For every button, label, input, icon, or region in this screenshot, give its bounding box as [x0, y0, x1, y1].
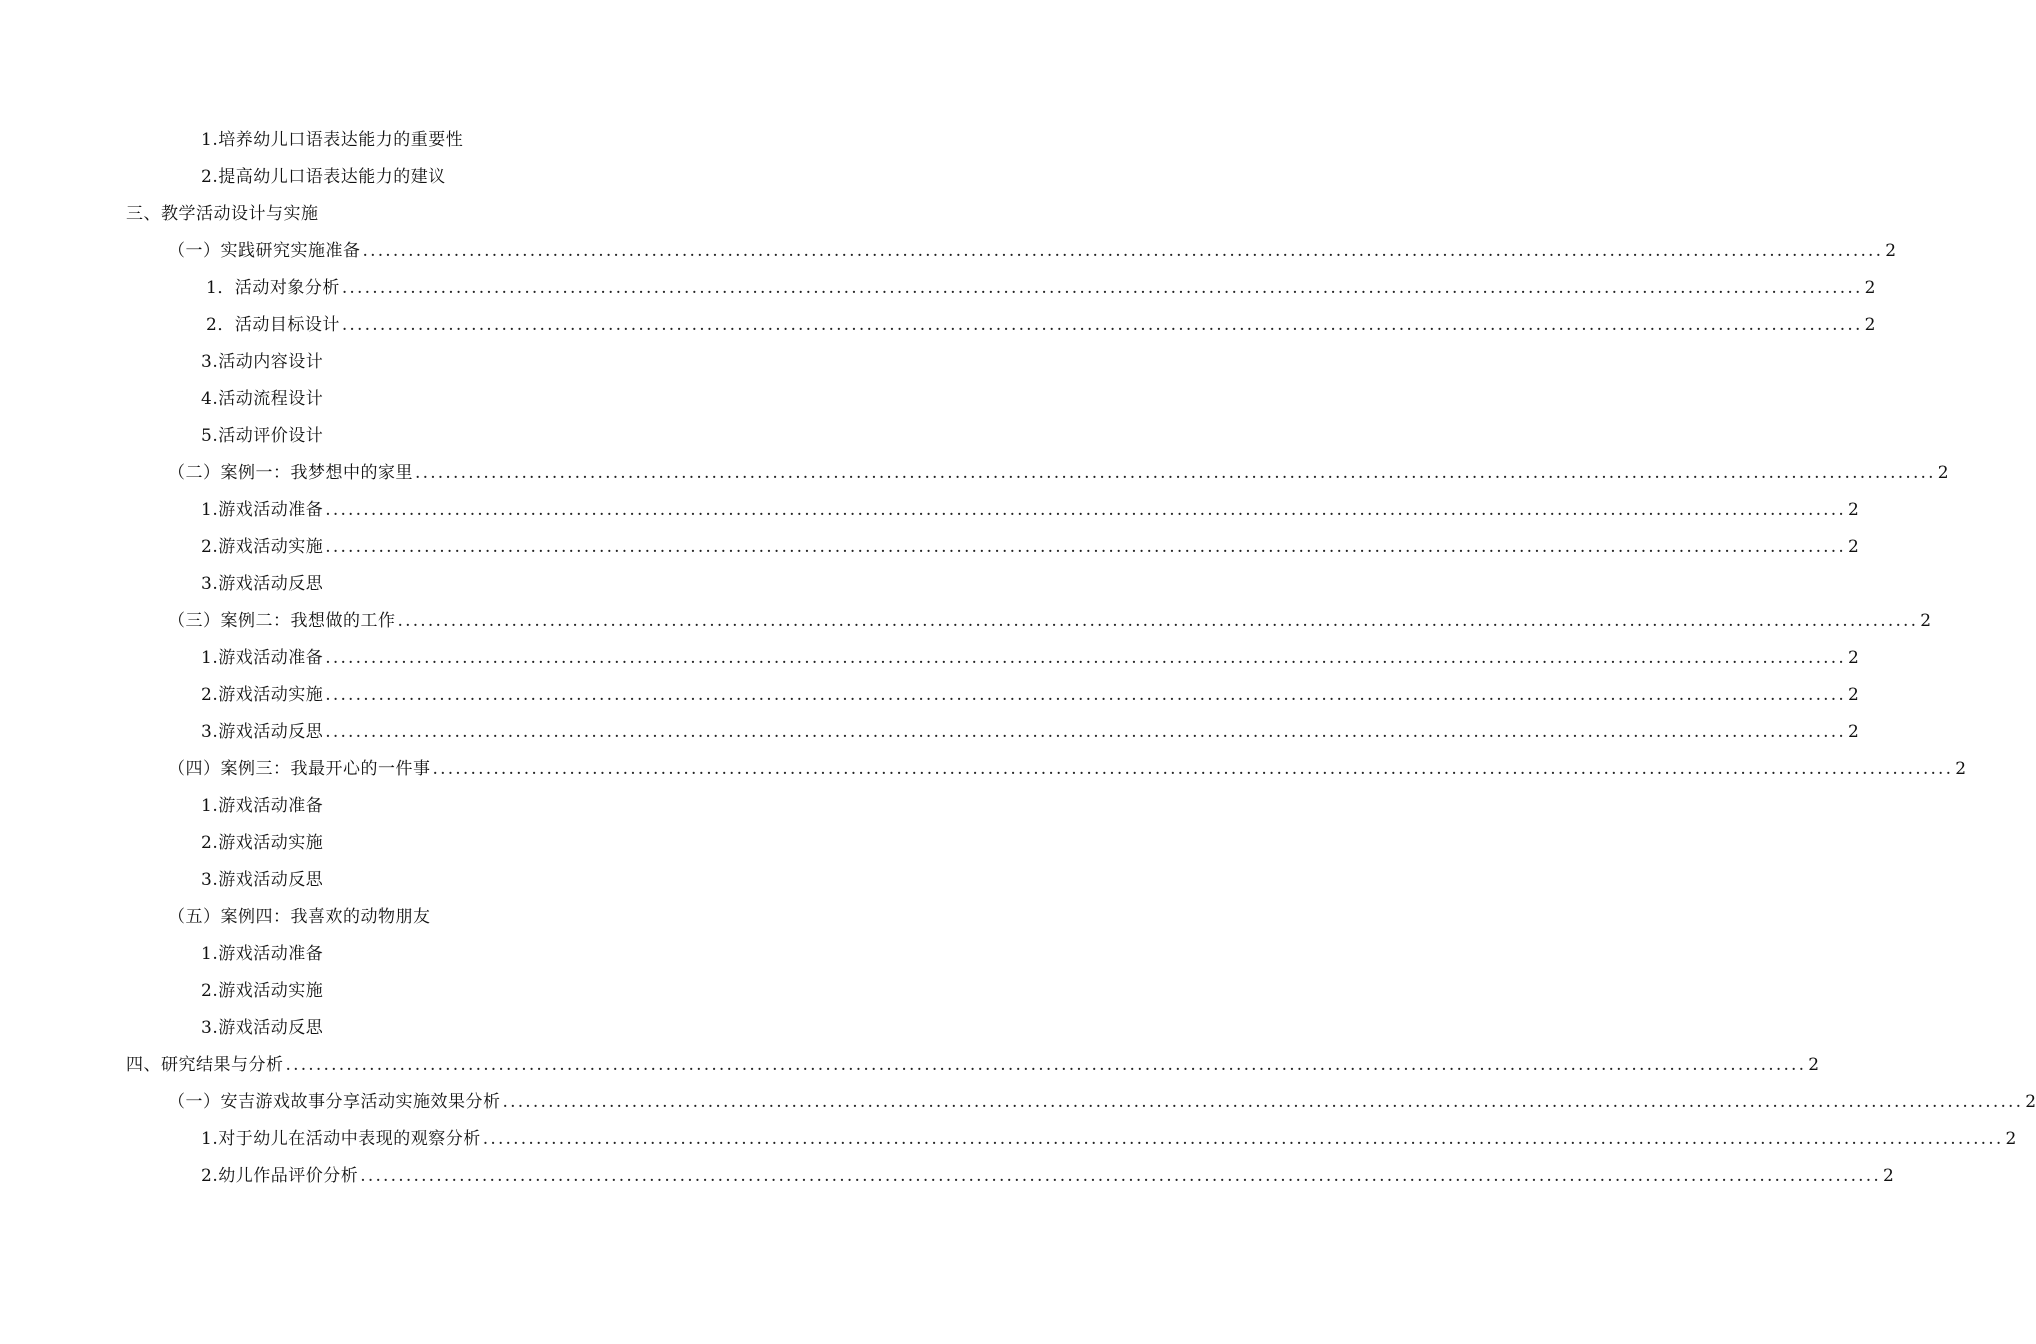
toc-entry-title: 1.对于幼儿在活动中表现的观察分析 [201, 1129, 481, 1149]
toc-leader-dots: ........................................................................................................................................................................................................ [341, 315, 1863, 335]
toc-entry-title: 2.游戏活动实施 [201, 981, 324, 1001]
toc-page-number: 2 [1848, 685, 1859, 705]
toc-leader-dots: ........................................................................................................................................................................................................ [325, 500, 1846, 520]
toc-entry[interactable] [201, 645, 1859, 671]
toc-page-number: 2 [1864, 315, 1876, 335]
toc-entry-title: （一）实践研究实施准备 [168, 241, 361, 261]
toc-entry-title: 2.游戏活动实施 [201, 537, 324, 557]
toc-entry[interactable] [201, 1163, 1894, 1189]
toc-entry[interactable] [201, 423, 323, 449]
toc-page-number: 2 [1920, 611, 1932, 631]
toc-page-number: 2 [1848, 537, 1859, 557]
toc-entry[interactable] [201, 978, 323, 1004]
toc-page-number: 2 [2025, 1092, 2036, 1112]
toc-leader-dots: ........................................................................................................................................................................................................ [482, 1129, 2004, 1149]
toc-entry-title: 4.活动流程设计 [201, 389, 324, 409]
toc-entry[interactable] [201, 867, 323, 893]
toc-page-number: 2 [1848, 500, 1859, 520]
toc-entry[interactable] [206, 275, 1876, 301]
toc-entry[interactable] [201, 830, 323, 856]
toc-leader-dots: ........................................................................................................................................................................................................ [325, 648, 1846, 668]
toc-entry[interactable] [168, 1089, 2036, 1115]
toc-entry[interactable] [126, 201, 319, 227]
toc-entry[interactable] [168, 608, 1932, 634]
toc-entry-title: 2.提高幼儿口语表达能力的建议 [201, 167, 446, 187]
toc-leader-dots: ........................................................................................................................................................................................................ [285, 1055, 1807, 1075]
toc-entry-title: 三、教学活动设计与实施 [126, 204, 319, 224]
toc-entry-title: （一）安吉游戏故事分享活动实施效果分析 [168, 1092, 501, 1112]
toc-entry[interactable] [126, 1052, 1820, 1078]
toc-entry-title: 2.游戏活动实施 [201, 685, 324, 705]
toc-entry-title: （三）案例二：我想做的工作 [168, 611, 396, 631]
toc-entry-title: 四、研究结果与分析 [126, 1055, 284, 1075]
toc-entry[interactable] [201, 349, 323, 375]
toc-entry[interactable] [201, 164, 446, 190]
toc-page-number: 2 [1937, 463, 1949, 483]
toc-entry[interactable] [201, 941, 323, 967]
toc-entry[interactable] [201, 1126, 2017, 1152]
toc-leader-dots: ........................................................................................................................................................................................................ [325, 722, 1846, 742]
toc-entry[interactable] [206, 312, 1876, 338]
toc-entry[interactable] [201, 571, 323, 597]
toc-page-number: 2 [2005, 1129, 2017, 1149]
toc-entry[interactable] [168, 904, 431, 930]
toc-page-number: 2 [1955, 759, 1967, 779]
toc-entry-title: 3.活动内容设计 [201, 352, 324, 372]
toc-leader-dots: ........................................................................................................................................................................................................ [415, 463, 1936, 483]
toc-entry[interactable] [201, 127, 463, 153]
toc-leader-dots: ........................................................................................................................................................................................................ [325, 537, 1846, 557]
toc-leader-dots: ........................................................................................................................................................................................................ [397, 611, 1919, 631]
toc-leader-dots: ........................................................................................................................................................................................................ [362, 241, 1884, 261]
toc-entry[interactable] [168, 756, 1967, 782]
toc-entry-title: 2.幼儿作品评价分析 [201, 1166, 359, 1186]
toc-entry-title: 3.游戏活动反思 [201, 870, 324, 890]
toc-leader-dots: ........................................................................................................................................................................................................ [360, 1166, 1881, 1186]
toc-leader-dots: ........................................................................................................................................................................................................ [325, 685, 1846, 705]
toc-entry-title: 3.游戏活动反思 [201, 722, 324, 742]
toc-entry-title: 3.游戏活动反思 [201, 574, 324, 594]
toc-entry-title: 1.游戏活动准备 [201, 796, 324, 816]
toc-entry-title: （四）案例三：我最开心的一件事 [168, 759, 431, 779]
toc-entry-title: 2.游戏活动实施 [201, 833, 324, 853]
toc-entry[interactable] [201, 534, 1859, 560]
toc-entry[interactable] [168, 460, 1949, 486]
toc-entry-title: 2．活动目标设计 [206, 315, 340, 335]
toc-page-number: 2 [1848, 648, 1859, 668]
toc-entry-title: 1.游戏活动准备 [201, 648, 324, 668]
toc-entry[interactable] [201, 386, 323, 412]
toc-page-number: 2 [1883, 1166, 1894, 1186]
toc-entry[interactable] [201, 1015, 323, 1041]
toc-entry-title: （二）案例一：我梦想中的家里 [168, 463, 413, 483]
toc-entry-title: 3.游戏活动反思 [201, 1018, 324, 1038]
toc-page-number: 2 [1848, 722, 1859, 742]
toc-entry[interactable] [168, 238, 1897, 264]
toc-entry-title: 5.活动评价设计 [201, 426, 324, 446]
toc-page-number: 2 [1808, 1055, 1820, 1075]
toc-entry[interactable] [201, 793, 323, 819]
toc-page-number: 2 [1885, 241, 1897, 261]
toc-leader-dots: ........................................................................................................................................................................................................ [341, 278, 1863, 298]
toc-entry-title: 1.游戏活动准备 [201, 500, 324, 520]
toc-leader-dots: ........................................................................................................................................................................................................ [502, 1092, 2024, 1112]
toc-leader-dots: ........................................................................................................................................................................................................ [432, 759, 1954, 779]
toc-entry-title: 1.培养幼儿口语表达能力的重要性 [201, 130, 464, 150]
toc-entry[interactable] [201, 719, 1859, 745]
toc-page-number: 2 [1864, 278, 1876, 298]
toc-entry[interactable] [201, 497, 1859, 523]
toc-entry-title: 1．活动对象分析 [206, 278, 340, 298]
toc-entry-title: 1.游戏活动准备 [201, 944, 324, 964]
toc-entry[interactable] [201, 682, 1859, 708]
toc-entry-title: （五）案例四：我喜欢的动物朋友 [168, 907, 431, 927]
